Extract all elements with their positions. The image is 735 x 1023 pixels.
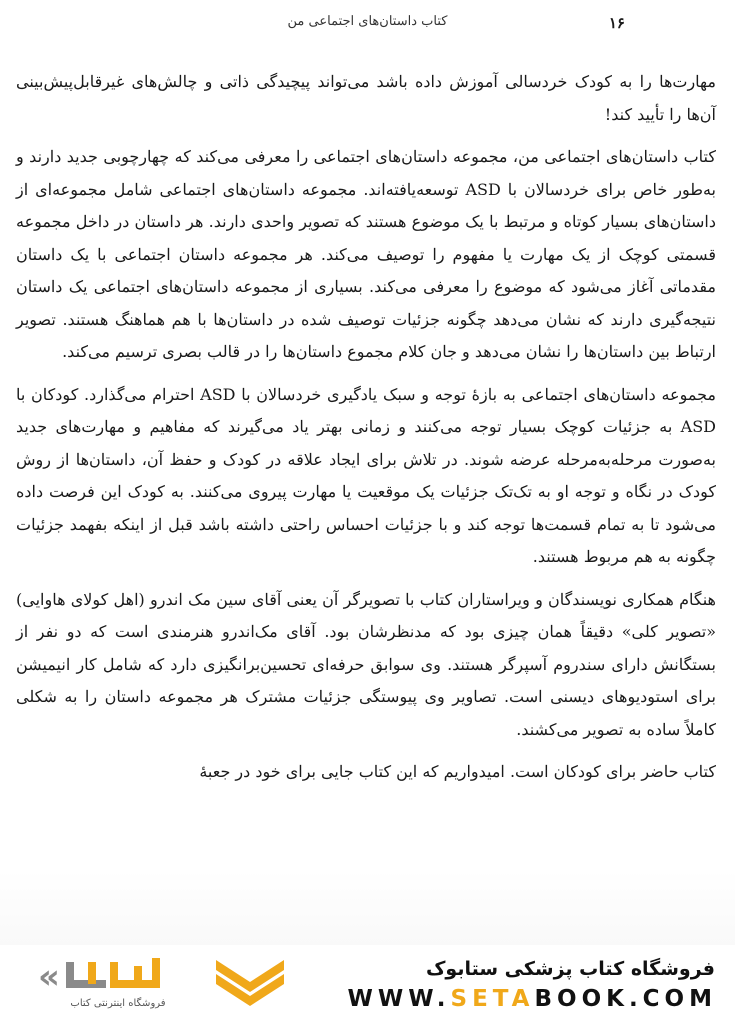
- url-accent: SETA: [450, 986, 535, 1012]
- setabook-logo-icon: [30, 954, 190, 998]
- paragraph: مهارت‌ها را به کودک خردسالی آموزش داده باشد می‌تواند پیچیدگی ذاتی و چالش‌های غیرقابل‌پیش‌بینی آن‌ها را تأیید کند!: [16, 72, 716, 124]
- page-bottom-shadow: [0, 870, 735, 945]
- paragraph: کتاب حاضر برای کودکان است. امیدواریم که این کتاب جایی برای خود در جعبهٔ: [199, 762, 716, 781]
- page-header: [0, 8, 735, 38]
- body-text: [16, 66, 716, 799]
- url-suffix: BOOK.COM: [534, 986, 717, 1012]
- page-number: ۱۶: [608, 14, 625, 32]
- svg-text:«: «: [38, 957, 60, 997]
- store-name: فروشگاه کتاب پزشکی ستابوک: [425, 958, 715, 980]
- paragraph: هنگام همکاری نویسندگان و ویراستاران کتاب با تصویرگر آن یعنی آقای سین مک اندرو (اهل کولای هاوایی) «تصویر کلی» دقیقاً همان چیزی بود که مدنظرشان بود. آقای مک‌اندرو هنرمندی است که دو نفر از بستگانش دارای سندروم آسپرگر هستند. وی سوابق حرفه‌ای تحسین‌برانگیزی دارد که شامل کار انیمیشن برای استودیوهای دیسنی است. تصاویر وی پیوستگی جزئیات مشترک هر مجموعه داستان را به شکلی کاملاً ساده به تصویر می‌کشند.: [16, 589, 716, 739]
- running-title: کتاب داستان‌های اجتماعی من: [287, 14, 448, 29]
- paragraph: مجموعه داستان‌های اجتماعی به بازهٔ توجه و سبک یادگیری خردسالان با ASD احترام می‌گذارد. کودکان با ASD به جزئیات کوچک بسیار توجه می‌کنند و زمانی بهتر یاد می‌گیرند که مفاهیم و مهارت‌های جدید به‌صورت مرحله‌به‌مرحله عرضه شوند. در تلاش برای ایجاد علاقه در کودک و حفظ آن، داستان‌ها از روش کودک در نگاه و توجه او به تک‌تک جزئیات یک موقعیت یا مهارت پیروی می‌کنند. به کودک این فرصت داده می‌شود تا به تمام قسمت‌ها توجه کند و با جزئیات احساس راحتی داشته باشد قبل از اینکه بفهمد جزئیات چگونه به هم مربوط هستند.: [16, 384, 717, 566]
- store-logo: [30, 954, 290, 1016]
- logo-subtitle: فروشگاه اینترنتی کتاب: [70, 998, 166, 1009]
- url-prefix: WWW.: [347, 986, 451, 1012]
- store-footer: [0, 946, 735, 1023]
- store-url[interactable]: [348, 986, 717, 1012]
- paragraph: کتاب داستان‌های اجتماعی من، مجموعه داستان‌های اجتماعی را معرفی می‌کند که چهارچوبی جدید دارند و به‌طور خاص برای خردسالان با ASD توسعه‌یافته‌اند. مجموعه داستان‌های اجتماعی شامل مجموعه‌ای از داستان‌های بسیار کوتاه و مرتبط با یک موضوع هستند که تصویر واحدی دارند. هر داستان در داخل مجموعه قسمتی کوچک از یک مهارت یا مفهوم را توصیف می‌کند. هر مجموعه داستان اجتماعی با یک داستان مقدماتی آغاز می‌شود که موضوع را معرفی می‌کند. بسیاری از مجموعه داستان‌های اجتماعی یک داستان نتیجه‌گیری دارند که نشان می‌دهد چگونه جزئیات توصیف شده در داستان‌ها با هم هماهنگ هستند. تصویر ارتباط بین داستان‌ها را نشان می‌دهد و جان کلام مجموع داستان‌ها را در قالب بصری ترسیم می‌کند.: [16, 147, 717, 361]
- chevron-icon: [210, 954, 290, 1010]
